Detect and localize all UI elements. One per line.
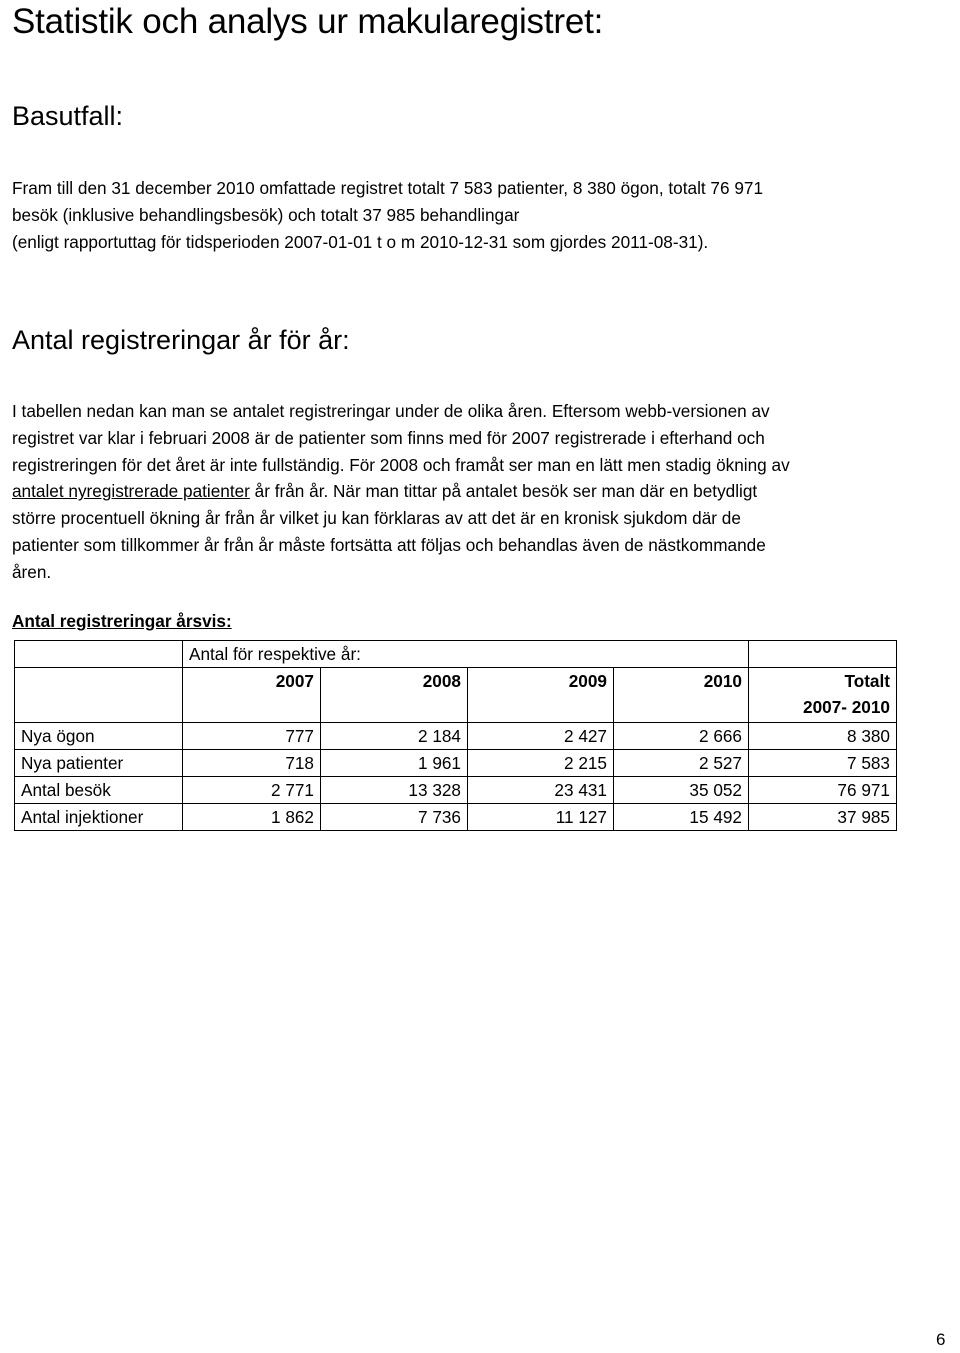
table-group-header-row [15, 641, 897, 668]
table-header-year: 2008 [321, 668, 468, 723]
table-cell-total: 8 380 [749, 723, 897, 750]
section-heading-antal-registreringar: Antal registreringar år för år: [12, 325, 350, 355]
table-cell: 718 [183, 750, 321, 777]
table-header-year: 2007 [183, 668, 321, 723]
row-label: Nya patienter [15, 750, 183, 777]
underlined-phrase: antalet nyregistrerade patienter [12, 481, 250, 502]
registrations-table [14, 640, 897, 831]
basutfall-line: besök (inklusive behandlingsbesök) och totalt 37 985 behandlingar [12, 204, 520, 225]
table-cell-total: 7 583 [749, 750, 897, 777]
table-cell: 13 328 [321, 777, 468, 804]
table-cell: 7 736 [321, 804, 468, 831]
section-heading-basutfall: Basutfall: [12, 101, 124, 131]
table-group-label: Antal för respektive år: [183, 641, 749, 668]
table-row [15, 777, 897, 804]
table-cell: 2 184 [321, 723, 468, 750]
row-label: Nya ögon [15, 723, 183, 750]
table-header-year: 2010 [614, 668, 749, 723]
table-cell: 2 215 [468, 750, 614, 777]
page-number: 6 [936, 1330, 946, 1349]
table-cell: 11 127 [468, 804, 614, 831]
row-label: Antal injektioner [15, 804, 183, 831]
table-cell: 1 862 [183, 804, 321, 831]
table-row [15, 723, 897, 750]
row-label: Antal besök [15, 777, 183, 804]
table-cell-total: 37 985 [749, 804, 897, 831]
antal-line: registreringen för det året är inte fullständig. För 2008 och framåt ser man en lätt men stadig ökning av [12, 454, 790, 475]
table-cell: 2 666 [614, 723, 749, 750]
table-cell: 23 431 [468, 777, 614, 804]
basutfall-line: Fram till den 31 december 2010 omfattade registret totalt 7 583 patienter, 8 380 ögon, totalt 76 971 [12, 178, 764, 198]
antal-line: patienter som tillkommer år från år måste fortsätta att följas och behandlas även de nästkommande [12, 534, 766, 555]
table-cell-empty [15, 668, 183, 723]
antal-line [12, 478, 952, 505]
table-header-total [749, 668, 897, 723]
table-cell-empty [749, 641, 897, 668]
table-header-row [15, 668, 897, 723]
table-header-total-line2: 2007- 2010 [803, 697, 890, 717]
table-caption: Antal registreringar årsvis: [12, 611, 232, 631]
table-cell-total: 76 971 [749, 777, 897, 804]
table-header-total-line1: Totalt [844, 671, 890, 691]
antal-line: åren. [12, 561, 52, 582]
basutfall-line: (enligt rapportuttag för tidsperioden 2007-01-01 t o m 2010-12-31 som gjordes 2011-08-31). [12, 231, 709, 252]
table-cell: 1 961 [321, 750, 468, 777]
table-row [15, 750, 897, 777]
antal-line: registret var klar i februari 2008 är de patienter som finns med för 2007 registrerade i efterhand och [12, 427, 765, 448]
table-row [15, 804, 897, 831]
basutfall-paragraph [12, 175, 917, 255]
page-title: Statistik och analys ur makularegistret: [12, 2, 604, 41]
table-cell: 777 [183, 723, 321, 750]
table-cell: 2 771 [183, 777, 321, 804]
antal-line-rest: år från år. När man tittar på antalet besök ser man där en betydligt [249, 481, 758, 502]
antal-line: större procentuell ökning år från år vilket ju kan förklaras av att det är en kronisk sjukdom där de [12, 508, 741, 529]
table-cell-empty [15, 641, 183, 668]
table-cell: 35 052 [614, 777, 749, 804]
antal-paragraph [12, 398, 952, 586]
table-cell: 2 527 [614, 750, 749, 777]
table-cell: 2 427 [468, 723, 614, 750]
antal-line: I tabellen nedan kan man se antalet registreringar under de olika åren. Eftersom webb-versionen av [12, 401, 770, 421]
table-cell: 15 492 [614, 804, 749, 831]
table-header-year: 2009 [468, 668, 614, 723]
